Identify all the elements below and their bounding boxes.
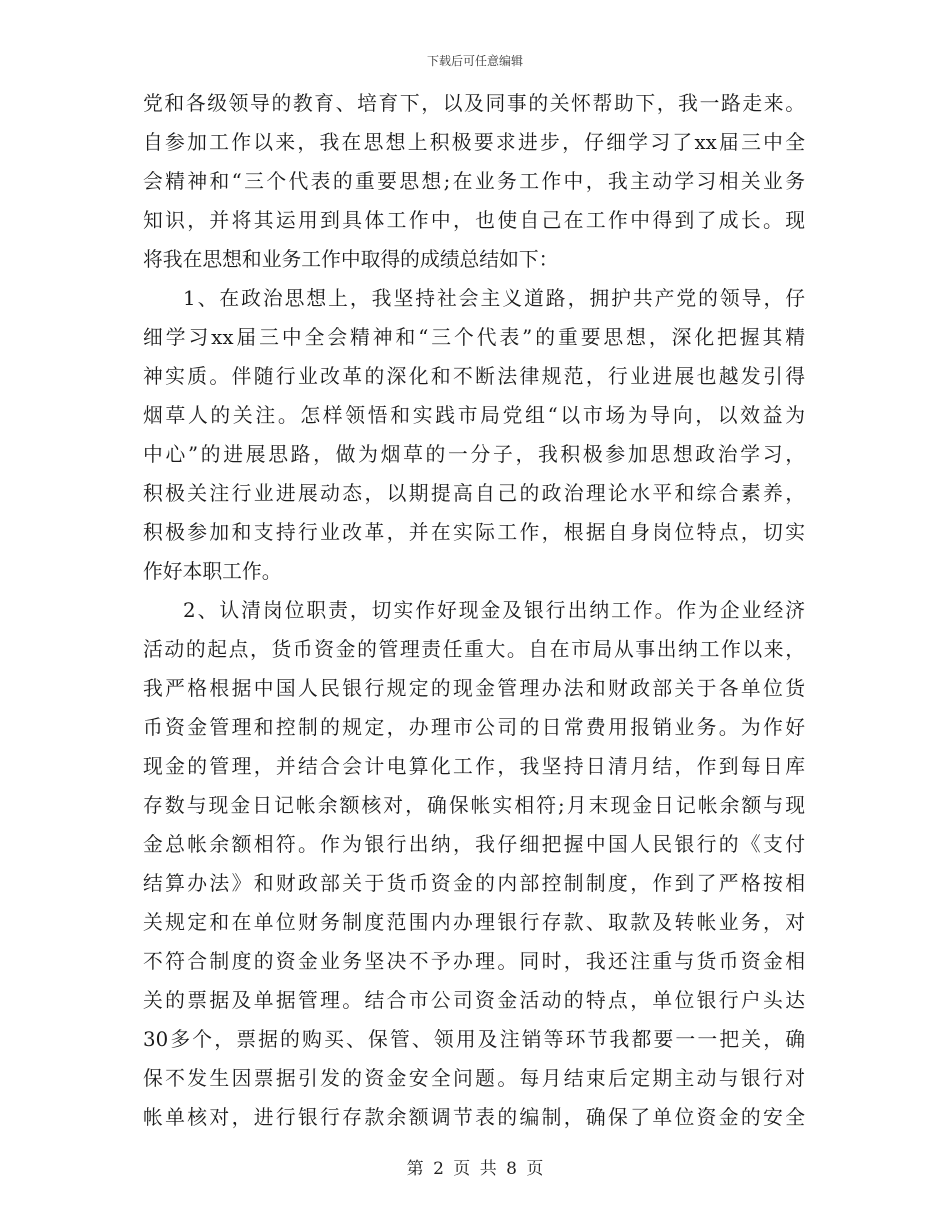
text-line: 作好本职工作。 (143, 560, 282, 583)
text-line: 我严格根据中国人民银行规定的现金管理办法和财政部关于各单位货 (143, 677, 805, 700)
document-body (143, 84, 805, 1137)
text-line: 30多个，票据的购买、保管、领用及注销等环节我都要一一把关，确 (143, 1028, 805, 1051)
text-line: 细学习xx届三中全会精神和“三个代表”的重要思想，深化把握其精 (143, 326, 805, 349)
text-line: 1、在政治思想上，我坚持社会主义道路，拥护共产党的领导，仔 (183, 287, 805, 310)
text-line: 知识，并将其运用到具体工作中，也使自己在工作中得到了成长。现 (143, 209, 805, 232)
text-line: 自参加工作以来，我在思想上积极要求进步，仔细学习了xx届三中全 (143, 131, 805, 154)
text-line: 活动的起点，货币资金的管理责任重大。自在市局从事出纳工作以来， (143, 638, 805, 661)
paragraph-1 (143, 84, 805, 279)
text-line: 中心”的进展思路，做为烟草的一分子，我积极参加思想政治学习， (143, 443, 805, 466)
text-line: 党和各级领导的教育、培育下，以及同事的关怀帮助下，我一路走来。 (143, 92, 805, 115)
text-line: 现金的管理，并结合会计电算化工作，我坚持日清月结，作到每日库 (143, 755, 805, 778)
page-number-footer: 第 2 页 共 8 页 (406, 1159, 544, 1179)
text-line: 会精神和“三个代表的重要思想;在业务工作中，我主动学习相关业务 (143, 170, 805, 193)
text-line: 帐单核对，进行银行存款余额调节表的编制，确保了单位资金的安全 (143, 1106, 805, 1129)
text-line: 金总帐余额相符。作为银行出纳，我仔细把握中国人民银行的《支付 (143, 833, 805, 856)
text-line: 币资金管理和控制的规定，办理市公司的日常费用报销业务。为作好 (143, 716, 805, 739)
text-line: 关规定和在单位财务制度范围内办理银行存款、取款及转帐业务，对 (143, 911, 805, 934)
text-line: 烟草人的关注。怎样领悟和实践市局党组“以市场为导向，以效益为 (143, 404, 805, 427)
page-header: 下载后可任意编辑 (426, 54, 523, 68)
text-line: 保不发生因票据引发的资金安全问题。每月结束后定期主动与银行对 (143, 1067, 805, 1090)
text-line: 神实质。伴随行业改革的深化和不断法律规范，行业进展也越发引得 (143, 365, 805, 388)
text-line: 存数与现金日记帐余额核对，确保帐实相符;月末现金日记帐余额与现 (143, 794, 805, 817)
text-line: 将我在思想和业务工作中取得的成绩总结如下： (143, 248, 559, 271)
text-line: 积极参加和支持行业改革，并在实际工作，根据自身岗位特点，切实 (143, 521, 805, 544)
text-line: 2、认清岗位职责，切实作好现金及银行出纳工作。作为企业经济 (183, 599, 805, 622)
text-line: 积极关注行业进展动态，以期提高自己的政治理论水平和综合素养， (143, 482, 805, 505)
paragraph-2 (143, 279, 805, 591)
text-line: 结算办法》和财政部关于货币资金的内部控制制度，作到了严格按相 (143, 872, 805, 895)
paragraph-3 (143, 591, 805, 1137)
text-line: 关的票据及单据管理。结合市公司资金活动的特点，单位银行户头达 (143, 989, 805, 1012)
text-line: 不符合制度的资金业务坚决不予办理。同时，我还注重与货币资金相 (143, 950, 805, 973)
